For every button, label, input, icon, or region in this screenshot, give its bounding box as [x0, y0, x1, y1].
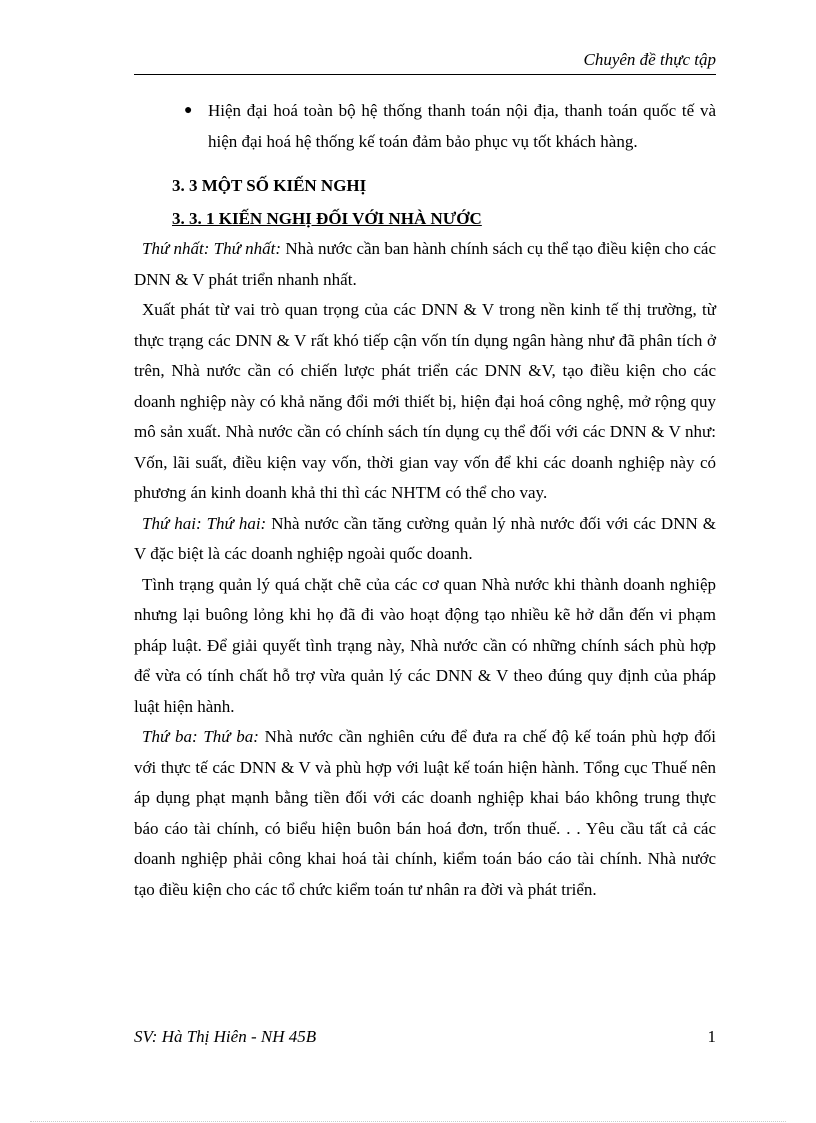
page-number: 1	[707, 1027, 716, 1046]
paragraph-text: Xuất phát từ vai trò quan trọng của các DNN & V trong nền kinh tế thị trường, từ thực trạng các DNN & V rất khó tiếp cận vốn tín dụng ngân hàng như đã phân tích ở trên, Nhà nước cần có chiến lược phát triển các DNN &V, tạo điều kiện cho các doanh nghiệp này có khả năng đổi mới thiết bị, hiện đại hoá công nghệ, mở rộng quy mô sản xuất. Nhà nước cần có chính sách tín dụng cụ thể đối với các DNN & V như: Vốn, lãi suất, điều kiện vay vốn, thời gian vay vốn để khi các doanh nghiệp này có phương án kinh doanh khả thi thì các NHTM có thể cho vay.	[134, 300, 716, 502]
paragraph-lead: Thứ ba: Thứ ba:	[142, 727, 259, 746]
paragraph-text: Tình trạng quản lý quá chặt chẽ của các cơ quan Nhà nước khi thành doanh nghiệp nhưng lại buông lỏng khi họ đã đi vào hoạt động tạo nhiều kẽ hở dẫn đến vi phạm pháp luật. Để giải quyết tình trạng này, Nhà nước cần có những chính sách phù hợp để vừa có tính chất hỗ trợ vừa quản lý các DNN & V theo đúng quy định của pháp luật hiện hành.	[134, 574, 716, 716]
footer-author: SV: Hà Thị Hiên - NH 45B	[134, 1027, 317, 1046]
paragraph-text: Nhà nước cần nghiên cứu để đưa ra chế độ kế toán phù hợp đối với thực tế các DNN & V và phù hợp với luật kế toán hiện hành. Tổng cục Thuế nên áp dụng phạt mạnh bằng tiền đối với các doanh nghiệp khai báo không trung thực báo cáo tài chính, có biểu hiện buôn bán hoá đơn, trốn thuế. . . Yêu cầu tất cả các doanh nghiệp phải công khai hoá tài chính, kiểm toán báo cáo tài chính. Nhà nước tạo điều kiện cho các tổ chức kiểm toán tư nhân ra đời và phát triển.	[134, 727, 716, 899]
paragraph-text: Nhà nước cần ban hành chính sách cụ thể tạo điều kiện cho các DNN & V phát triển nhanh nhất.	[134, 239, 716, 289]
bullet-dot-icon: ●	[184, 103, 193, 118]
paragraph-3	[134, 509, 716, 570]
page-footer	[134, 1027, 716, 1047]
subsection-heading: 3. 3. 1 KIẾN NGHỊ ĐỐI VỚI NHÀ NƯỚC	[172, 208, 482, 228]
document-body	[134, 96, 716, 905]
paragraph-lead: Thứ nhất: Thứ nhất:	[142, 239, 282, 258]
page-bottom-divider	[30, 1121, 786, 1122]
paragraph-1	[134, 234, 716, 295]
bullet-item	[184, 96, 716, 157]
bullet-text: Hiện đại hoá toàn bộ hệ thống thanh toán nội địa, thanh toán quốc tế và hiện đại hoá hệ thống kế toán đảm bảo phục vụ tốt khách hàng.	[208, 101, 716, 151]
section-heading: 3. 3 MỘT SỐ KIẾN NGHỊ	[172, 176, 367, 195]
header-title: Chuyên đề thực tập	[583, 50, 716, 69]
paragraph-4	[134, 570, 716, 723]
paragraph-5	[134, 722, 716, 905]
paragraph-text: Nhà nước cần tăng cường quản lý nhà nước đối với các DNN & V đặc biệt là các doanh nghiệp ngoài quốc doanh.	[134, 513, 716, 563]
page-header	[134, 50, 716, 75]
paragraph-2	[134, 295, 716, 509]
paragraph-lead: Thứ hai: Thứ hai:	[142, 513, 267, 533]
